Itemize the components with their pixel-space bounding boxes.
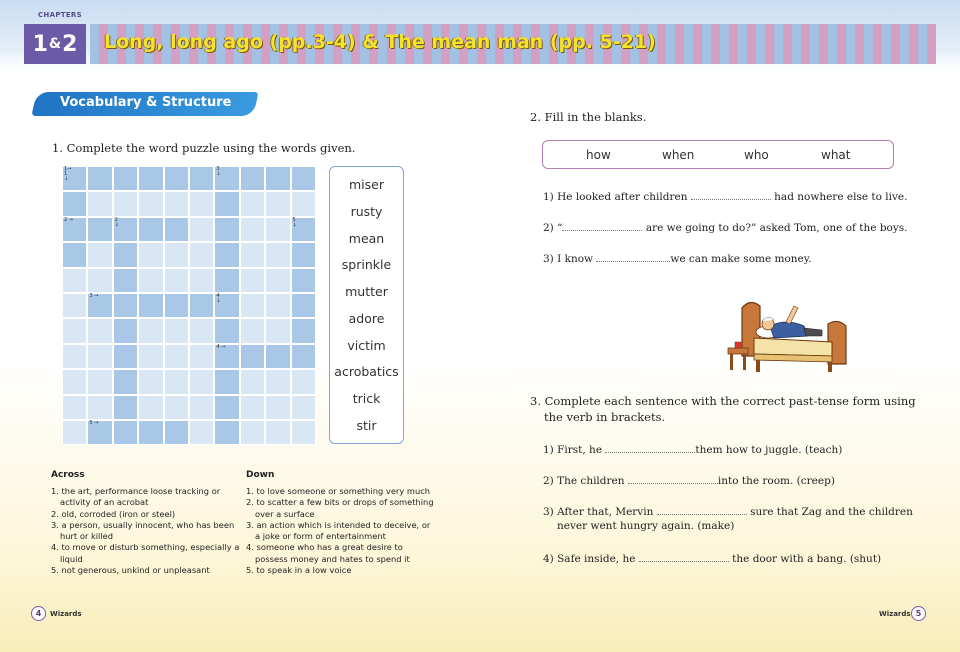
grid-cell — [240, 268, 265, 293]
grid-number: 3 → — [89, 292, 99, 299]
option-word: when — [662, 148, 695, 162]
grid-cell[interactable] — [113, 293, 138, 318]
option-word: who — [744, 148, 769, 162]
grid-cell — [138, 344, 163, 369]
grid-cell[interactable] — [214, 191, 239, 216]
grid-cell[interactable] — [214, 268, 239, 293]
grid-cell[interactable] — [113, 369, 138, 394]
grid-cell — [265, 318, 290, 343]
grid-cell — [189, 268, 214, 293]
grid-cell[interactable] — [214, 242, 239, 267]
grid-cell — [87, 191, 112, 216]
grid-cell — [164, 369, 189, 394]
q3-sentence-1: 1) First, he them how to juggle. (teach) — [543, 444, 843, 456]
grid-cell[interactable] — [291, 293, 316, 318]
grid-cell[interactable] — [113, 242, 138, 267]
grid-cell[interactable] — [189, 293, 214, 318]
grid-cell — [62, 420, 87, 445]
grid-cell — [164, 242, 189, 267]
grid-number: 2 → — [64, 216, 73, 223]
man-on-bed-illustration — [724, 296, 852, 376]
q1-heading: 1. Complete the word puzzle using the words given. — [52, 141, 356, 155]
grid-cell[interactable] — [62, 166, 87, 191]
grid-cell[interactable] — [113, 395, 138, 420]
grid-cell[interactable] — [189, 166, 214, 191]
grid-cell[interactable] — [164, 293, 189, 318]
grid-cell — [240, 369, 265, 394]
down-clues — [246, 486, 436, 576]
grid-cell[interactable] — [87, 166, 112, 191]
grid-cell — [87, 344, 112, 369]
clue-line: over a surface — [255, 508, 315, 519]
footer-label-right: Wizards — [879, 610, 911, 618]
grid-cell — [62, 268, 87, 293]
answer-blank[interactable] — [596, 252, 670, 262]
grid-cell — [62, 369, 87, 394]
grid-cell — [164, 268, 189, 293]
grid-cell[interactable] — [62, 191, 87, 216]
answer-blank[interactable] — [605, 443, 695, 453]
chapters-label: CHAPTERS — [38, 11, 82, 19]
grid-cell[interactable] — [138, 217, 163, 242]
grid-cell[interactable] — [164, 217, 189, 242]
clue-line: 5. to speak in a low voice — [246, 565, 352, 576]
grid-cell — [87, 318, 112, 343]
grid-cell[interactable] — [214, 166, 239, 191]
grid-number: 2 ↓ — [114, 216, 119, 228]
clue-line: hurt or killed — [60, 531, 114, 542]
grid-cell — [240, 191, 265, 216]
clue-line: 5. not generous, unkind or unpleasant — [51, 565, 210, 576]
grid-cell — [240, 293, 265, 318]
grid-number: 4 → — [216, 343, 226, 350]
grid-cell — [113, 191, 138, 216]
grid-cell — [87, 268, 112, 293]
clue-line: 1. to love someone or something very much — [246, 486, 431, 496]
grid-cell — [189, 191, 214, 216]
grid-cell — [138, 191, 163, 216]
grid-cell[interactable] — [138, 166, 163, 191]
grid-cell — [189, 420, 214, 445]
grid-cell[interactable] — [291, 344, 316, 369]
word-bank-item: mutter — [345, 284, 388, 299]
grid-number: 3 ↓ — [216, 166, 221, 177]
grid-cell — [240, 217, 265, 242]
answer-blank[interactable] — [562, 221, 642, 231]
word-bank-item: mean — [348, 231, 385, 246]
grid-cell[interactable] — [87, 420, 112, 445]
grid-cell — [62, 318, 87, 343]
grid-cell[interactable] — [62, 242, 87, 267]
chapter-num-b: 2 — [62, 31, 78, 57]
grid-cell — [62, 293, 87, 318]
word-bank-item: acrobatics — [334, 364, 399, 379]
answer-blank[interactable] — [657, 505, 747, 515]
grid-cell[interactable] — [164, 420, 189, 445]
grid-cell[interactable] — [291, 318, 316, 343]
grid-cell — [164, 344, 189, 369]
q3-sentence-3: 3) After that, Mervin sure that Zag and the children — [543, 506, 913, 518]
grid-cell — [291, 395, 316, 420]
clue-line: liquid — [60, 553, 83, 564]
grid-cell — [164, 395, 189, 420]
word-bank-item: stir — [356, 418, 377, 433]
q3-heading-line-1: 3. Complete each sentence with the correct past-tense form using — [530, 394, 916, 408]
grid-cell — [62, 344, 87, 369]
grid-number: 1→ 1 ↓ — [64, 166, 72, 182]
section-banner-text: Vocabulary & Structure — [60, 95, 232, 110]
grid-cell[interactable] — [240, 344, 265, 369]
option-word: what — [821, 148, 851, 162]
grid-cell — [240, 242, 265, 267]
grid-cell[interactable] — [214, 318, 239, 343]
grid-cell[interactable] — [138, 420, 163, 445]
grid-cell[interactable] — [214, 369, 239, 394]
grid-cell[interactable] — [113, 344, 138, 369]
grid-number: 5 → — [89, 419, 99, 426]
clue-line: 2. old, corroded (iron or steel) — [51, 508, 176, 519]
grid-cell — [265, 293, 290, 318]
grid-cell[interactable] — [214, 395, 239, 420]
grid-cell[interactable] — [291, 166, 316, 191]
grid-cell[interactable] — [62, 217, 87, 242]
grid-cell — [138, 318, 163, 343]
clue-line: 3. an action which is intended to deceive, or — [246, 519, 431, 530]
page-number-left: 4 — [31, 606, 46, 621]
across-clues — [51, 486, 241, 576]
page-title: Long, long ago (pp.3-4) & The mean man (pp. 5-21) — [104, 31, 656, 53]
grid-cell — [189, 242, 214, 267]
answer-blank[interactable] — [628, 474, 718, 484]
grid-cell — [189, 318, 214, 343]
q2-heading: 2. Fill in the blanks. — [530, 110, 647, 124]
grid-cell[interactable] — [113, 420, 138, 445]
grid-number: 4 ↓ — [216, 292, 221, 304]
grid-cell — [189, 369, 214, 394]
grid-cell[interactable] — [214, 293, 239, 318]
grid-cell — [189, 344, 214, 369]
across-heading: Across — [51, 470, 85, 480]
grid-cell[interactable] — [138, 293, 163, 318]
grid-cell[interactable] — [291, 242, 316, 267]
word-bank-item: rusty — [350, 204, 383, 219]
grid-cell — [87, 395, 112, 420]
grid-cell — [265, 217, 290, 242]
grid-cell — [164, 318, 189, 343]
grid-cell[interactable] — [265, 166, 290, 191]
clue-line: 3. a person, usually innocent, who has been — [51, 519, 235, 530]
grid-cell[interactable] — [87, 293, 112, 318]
grid-cell — [240, 395, 265, 420]
grid-cell — [189, 395, 214, 420]
grid-cell — [189, 217, 214, 242]
grid-cell — [240, 318, 265, 343]
grid-cell[interactable] — [214, 344, 239, 369]
grid-cell — [265, 420, 290, 445]
chapter-num-a: 1 — [32, 31, 48, 57]
q2-sentence-1: 1) He looked after children had nowhere else to live. — [543, 191, 908, 203]
grid-cell — [265, 369, 290, 394]
grid-cell — [138, 268, 163, 293]
grid-cell — [87, 369, 112, 394]
grid-cell — [164, 191, 189, 216]
grid-cell — [62, 395, 87, 420]
grid-cell[interactable] — [291, 217, 316, 242]
grid-cell[interactable] — [214, 420, 239, 445]
clue-line: 2. to scatter a few bits or drops of something — [246, 497, 434, 508]
q3-heading-line-2: the verb in brackets. — [544, 410, 666, 424]
chapter-amp: & — [48, 36, 62, 52]
chapter-number-box — [24, 24, 86, 64]
grid-cell[interactable] — [214, 217, 239, 242]
grid-cell — [291, 420, 316, 445]
grid-cell[interactable] — [113, 268, 138, 293]
word-bank-item: victim — [347, 338, 386, 353]
grid-number: 5 ↓ — [292, 216, 297, 228]
word-bank-item: adore — [348, 311, 385, 326]
q2-sentence-3: 3) I know we can make some money. — [543, 253, 812, 265]
word-bank-item: sprinkle — [341, 257, 392, 272]
option-word: how — [586, 148, 611, 162]
grid-cell[interactable] — [87, 217, 112, 242]
grid-cell[interactable] — [113, 318, 138, 343]
footer-label-left: Wizards — [50, 610, 82, 618]
answer-blank[interactable] — [639, 552, 729, 562]
grid-cell — [265, 242, 290, 267]
grid-cell — [265, 395, 290, 420]
clue-line: a joke or form of entertainment — [255, 531, 386, 542]
clue-line: activity of an acrobat — [60, 497, 149, 508]
grid-cell — [87, 242, 112, 267]
crossword-grid — [62, 166, 316, 445]
word-bank-item: trick — [352, 391, 381, 406]
clue-line: 1. the art, performance loose tracking or — [51, 486, 221, 496]
q2-sentence-2: 2) “ are we going to do?” asked Tom, one of the boys. — [543, 222, 908, 234]
grid-cell[interactable] — [164, 166, 189, 191]
q3-sentence-3-cont: never went hungry again. (make) — [557, 520, 735, 532]
down-heading: Down — [246, 470, 275, 480]
grid-cell — [291, 369, 316, 394]
clue-line: possess money and hates to spend it — [255, 553, 410, 564]
grid-cell — [240, 420, 265, 445]
q3-sentence-4: 4) Safe inside, he the door with a bang. (shut) — [543, 553, 882, 565]
answer-blank[interactable] — [691, 190, 771, 200]
grid-cell — [265, 268, 290, 293]
grid-cell[interactable] — [113, 166, 138, 191]
grid-cell[interactable] — [291, 268, 316, 293]
clue-line: 4. to move or disturb something, especially a — [51, 542, 240, 553]
grid-cell — [265, 191, 290, 216]
grid-cell — [138, 369, 163, 394]
grid-cell — [291, 191, 316, 216]
clue-line: 4. someone who has a great desire to — [246, 542, 403, 553]
grid-cell[interactable] — [265, 344, 290, 369]
grid-cell[interactable] — [240, 166, 265, 191]
grid-cell — [138, 395, 163, 420]
word-bank-item: miser — [349, 177, 384, 192]
grid-cell[interactable] — [113, 217, 138, 242]
q3-sentence-2: 2) The children into the room. (creep) — [543, 475, 835, 487]
grid-cell — [138, 242, 163, 267]
page-number-right: 5 — [911, 606, 926, 621]
